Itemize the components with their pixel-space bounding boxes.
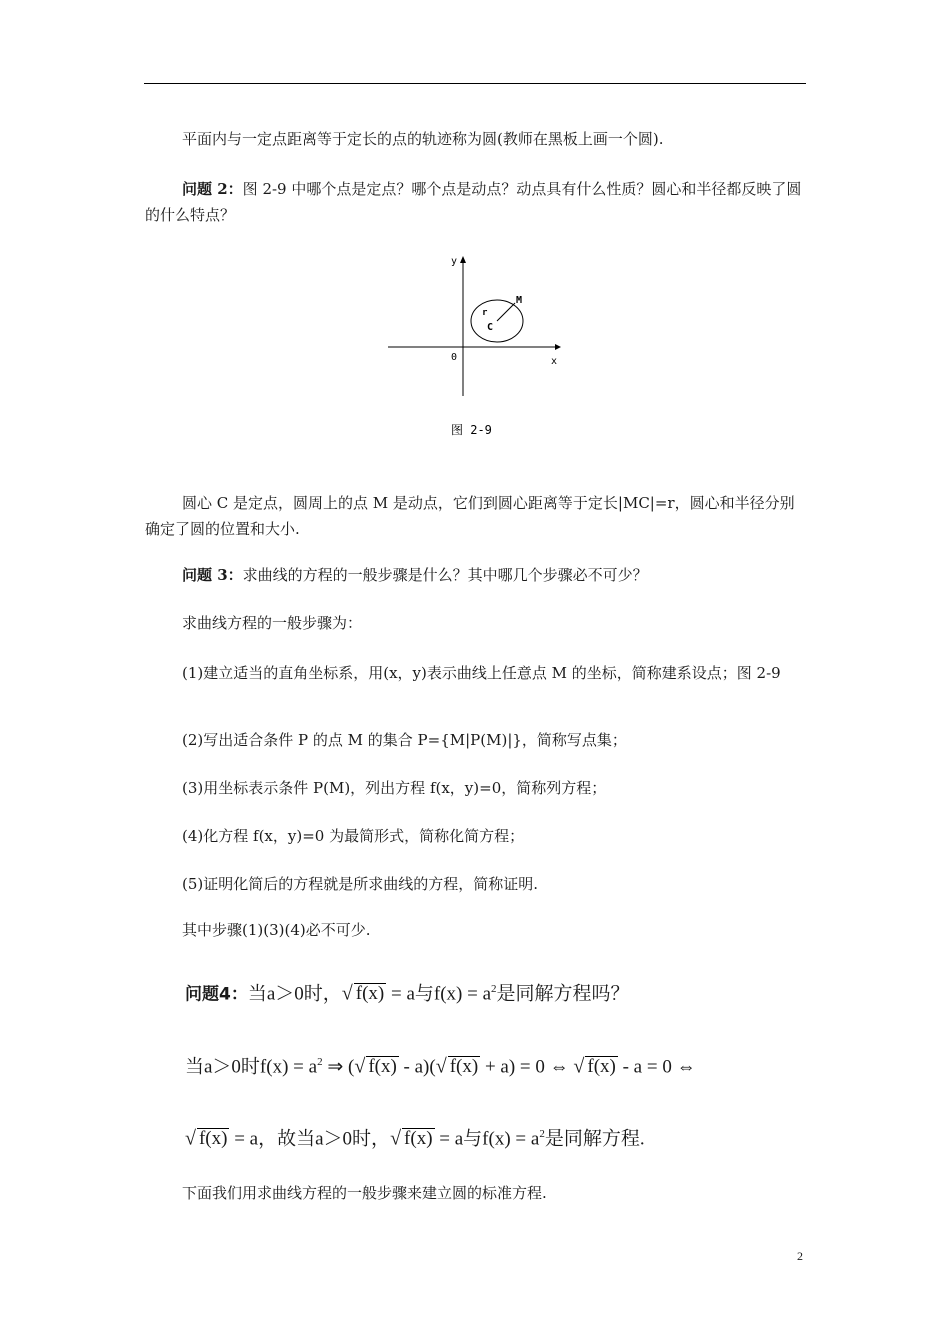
step-3: (3)用坐标表示条件 P(M)，列出方程 f(x，y)=0，简称列方程； xyxy=(182,779,607,797)
origin-label: 0 xyxy=(451,352,458,363)
sqrt-icon: √ xyxy=(341,982,353,1005)
steps-intro: 求曲线方程的一般步骤为： xyxy=(182,614,363,632)
question-4-label: 问题4： xyxy=(185,984,248,1005)
question-4-line-1: 问题4：当a＞0时，√ f(x) = a与$f(x) = a^2$是同解方程吗？ xyxy=(185,982,630,1005)
question-2-text: 图 2-9 中哪个点是定点？哪个点是动点？动点具有什么性质？圆心和半径都反映了圆的什么特点？ xyxy=(145,180,802,224)
figure-2-9 xyxy=(380,246,570,446)
sqrt-icon: √ xyxy=(390,1127,402,1150)
paragraph-last: 下面我们用求曲线方程的一般步骤来建立圆的标准方程. xyxy=(182,1184,547,1202)
x-axis-arrow xyxy=(555,344,561,350)
steps-conclusion: 其中步骤(1)(3)(4)必不可少. xyxy=(182,921,371,939)
figure-caption: 图 2-9 xyxy=(451,423,492,437)
question-4-line-2: 当a＞0时$f(x) = a^2$ ⇒ (√ f(x) - a)(√ f(x) + a) = 0 ⇔ √ f(x) - a = 0 ⇔ xyxy=(185,1055,696,1078)
sqrt-icon: √ xyxy=(573,1055,585,1078)
y-label: y xyxy=(451,256,458,267)
step-2: (2)写出适合条件 P 的点 M 的集合 P={M|P(M)|}，简称写点集； xyxy=(182,731,627,749)
question-2 xyxy=(145,176,807,228)
question-4-line-3: √ f(x) = a，故当a＞0时，√ f(x) = a与$f(x) = a^2$是同解方程. xyxy=(185,1127,645,1150)
sqrt-icon: √ xyxy=(435,1055,447,1078)
paragraph-answer-2: 圆心 C 是定点，圆周上的点 M 是动点，它们到圆心距离等于定长|MC|=r，圆心和半径分别确定了圆的位置和大小. xyxy=(145,494,795,538)
x-label: x xyxy=(551,356,558,367)
question-3-text: 求曲线的方程的一般步骤是什么？其中哪几个步骤必不可少？ xyxy=(242,566,648,584)
page-number: 2 xyxy=(797,1249,803,1263)
y-axis-arrow xyxy=(460,256,466,263)
radius-line xyxy=(497,303,515,321)
header-rule xyxy=(144,83,806,84)
question-2-label: 问题 2： xyxy=(182,180,243,198)
step-5: (5)证明化简后的方程就是所求曲线的方程，简称证明. xyxy=(182,875,539,893)
paragraph-intro: 平面内与一定点距离等于定长的点的轨迹称为圆(教师在黑板上画一个圆). xyxy=(182,130,664,148)
point-m-label: M xyxy=(516,295,523,306)
circle-diagram xyxy=(380,246,570,446)
radius-r-label: r xyxy=(482,308,488,318)
question-3-label: 问题 3： xyxy=(182,566,243,584)
step-1: (1)建立适当的直角坐标系，用(x，y)表示曲线上任意点 M 的坐标，简称建系设点；图 2-9 xyxy=(182,664,781,682)
sqrt-icon: √ xyxy=(354,1055,366,1078)
center-c-label: C xyxy=(487,322,494,333)
question-3 xyxy=(145,562,807,588)
sqrt-icon: √ xyxy=(185,1127,196,1150)
step-4: (4)化方程 f(x，y)=0 为最简形式，简称化简方程； xyxy=(182,827,525,845)
